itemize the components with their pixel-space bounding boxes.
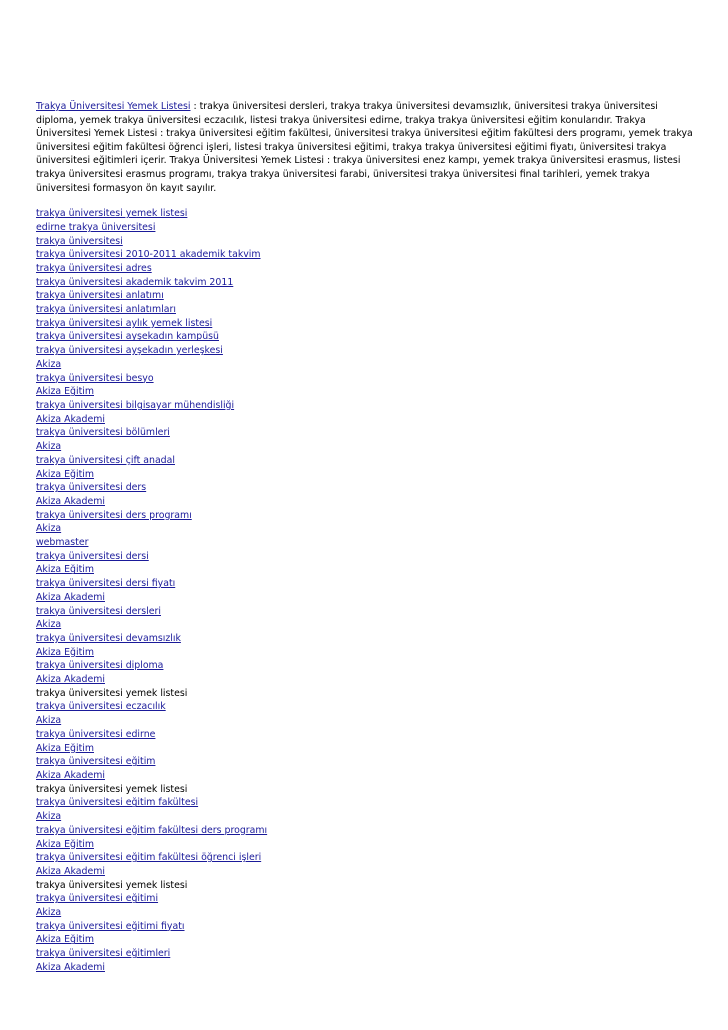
list-item-link[interactable]: trakya üniversitesi 2010-2011 akademik takvim [36,249,261,261]
list-item [36,440,696,454]
list-item [36,892,696,906]
list-item [36,742,696,756]
list-item [36,879,696,893]
list-item-text: trakya üniversitesi yemek listesi [36,879,188,891]
list-item-link[interactable]: Akiza Eğitim [36,934,94,946]
list-item [36,961,696,975]
list-item-link[interactable]: trakya üniversitesi dersi fiyatı [36,578,176,590]
list-item-link[interactable]: trakya üniversitesi eğitimi fiyatı [36,920,185,932]
list-item [36,372,696,386]
list-item-link[interactable]: Akiza Eğitim [36,468,94,480]
list-item [36,700,696,714]
list-item [36,235,696,249]
list-item [36,522,696,536]
list-item-link[interactable]: trakya üniversitesi bilgisayar mühendisliği [36,400,235,411]
list-item-link[interactable]: trakya üniversitesi aylık yemek listesi [36,317,213,329]
list-item-link[interactable]: trakya üniversitesi eğitim [36,756,156,768]
list-item-link[interactable]: trakya üniversitesi anlatımları [36,304,176,316]
list-item [36,276,696,290]
list-item [36,646,696,660]
list-item [36,838,696,852]
list-item-link[interactable]: Akiza Akademi [36,591,105,603]
list-item-link[interactable]: trakya üniversitesi dersi [36,550,149,562]
list-item [36,810,696,824]
list-item [36,481,696,495]
list-item-link[interactable]: Akiza Eğitim [36,564,94,576]
list-item-link[interactable]: trakya üniversitesi edirne [36,728,156,740]
list-item [36,769,696,783]
list-item-link[interactable]: Akiza [36,358,62,370]
list-item [36,755,696,769]
intro-text: : trakya üniversitesi dersleri, trakya trakya üniversitesi devamsızlık, üniversitesi trakya üniversitesi diploma, yemek trakya üniversitesi eczacılık, listesi trakya üniversitesi edirne, trakya trakya üniversitesi eğitim konularıdır. Trakya Üniversitesi Yemek Listesi : trakya üniversitesi eğitim fakültesi, üniversitesi trakya üniversitesi eğitim fakültesi ders programı, yemek trakya üniversitesi eğitim fakültesi öğrenci işleri, listesi trakya üniversitesi eğitimi, trakya trakya üniversitesi eğitimi fiyatı, üniversitesi trakya üniversitesi eğitimleri içerir. Trakya Üniversitesi Yemek Listesi : trakya üniversitesi enez kampı, yemek trakya üniversitesi erasmus, listesi trakya üniversitesi erasmus programı, trakya trakya üniversitesi farabi, üniversitesi trakya üniversitesi final tarihleri, yemek trakya üniversitesi formasyon ön kayıt sayılır. [36,101,693,194]
list-item-link[interactable]: trakya üniversitesi eğitim fakültesi [36,797,199,809]
list-item [36,714,696,728]
list-item [36,947,696,961]
list-item-link[interactable]: Akiza Akademi [36,495,105,507]
list-item-link[interactable]: Akiza Eğitim [36,386,94,398]
list-item [36,906,696,920]
list-item [36,550,696,564]
list-item-link[interactable]: trakya üniversitesi anlatımı [36,290,164,302]
document-page [36,100,696,975]
list-item [36,659,696,673]
list-item [36,673,696,687]
list-item-link[interactable]: Akiza [36,811,62,823]
list-item [36,605,696,619]
list-item [36,289,696,303]
intro-paragraph [36,100,696,195]
list-item [36,317,696,331]
list-item-link[interactable]: trakya üniversitesi eczacılık [36,701,166,713]
list-item [36,618,696,632]
list-item-link[interactable]: Akiza Akademi [36,674,105,686]
list-item [36,454,696,468]
list-item [36,687,696,701]
list-item-link[interactable]: trakya üniversitesi diploma [36,660,164,672]
list-item-link[interactable]: trakya üniversitesi ayşekadın yerleşkesi [36,345,223,357]
list-item-link[interactable]: Akiza Eğitim [36,646,94,658]
list-item-link[interactable]: trakya üniversitesi ders programı [36,509,192,521]
list-item [36,632,696,646]
list-item-text: trakya üniversitesi yemek listesi [36,783,188,795]
list-item [36,536,696,550]
list-item [36,344,696,358]
list-item [36,920,696,934]
list-item-link[interactable]: Akiza [36,715,62,727]
list-item [36,824,696,838]
list-item-link[interactable]: trakya üniversitesi eğitimleri [36,948,171,960]
list-item-link[interactable]: trakya üniversitesi devamsızlık [36,632,181,644]
list-item-link[interactable]: trakya üniversitesi adres [36,262,152,274]
list-item [36,509,696,523]
list-item-link[interactable]: trakya üniversitesi çift anadal [36,454,175,466]
list-item-link[interactable]: Akiza Eğitim [36,742,94,754]
list-item-link[interactable]: trakya üniversitesi ders [36,482,147,494]
list-item [36,851,696,865]
list-item [36,385,696,399]
list-item [36,933,696,947]
list-item-link[interactable]: Akiza Akademi [36,961,105,973]
list-item [36,783,696,797]
list-item [36,591,696,605]
list-item-link[interactable]: trakya üniversitesi dersleri [36,605,161,617]
list-item-link[interactable]: Akiza [36,441,62,453]
list-item [36,426,696,440]
list-item-link[interactable]: trakya üniversitesi yemek listesi [36,208,188,220]
link-list [36,207,696,974]
list-item-link[interactable]: edirne trakya üniversitesi [36,221,156,233]
list-item [36,495,696,509]
list-item-link[interactable]: webmaster [36,537,89,549]
list-item [36,262,696,276]
list-item-link[interactable]: trakya üniversitesi [36,235,123,247]
list-item-link[interactable]: Akiza Akademi [36,413,105,425]
list-item [36,468,696,482]
list-item [36,865,696,879]
list-item-link[interactable]: Akiza [36,907,62,919]
list-item-link[interactable]: trakya üniversitesi eğitim fakültesi ders programı [36,824,268,836]
list-item [36,358,696,372]
list-item [36,577,696,591]
list-item-link[interactable]: Akiza Akademi [36,769,105,781]
list-item-link[interactable]: Akiza [36,619,62,631]
list-item-link[interactable]: Akiza Akademi [36,865,105,877]
list-item-link[interactable]: Akiza [36,523,62,535]
list-item [36,413,696,427]
list-item [36,728,696,742]
list-item-link[interactable]: trakya üniversitesi bölümleri [36,427,170,439]
list-item [36,248,696,262]
list-item-link[interactable]: trakya üniversitesi eğitim fakültesi öğrenci işleri [36,852,262,864]
list-item-link[interactable]: trakya üniversitesi eğitimi [36,893,159,905]
list-item [36,221,696,235]
list-item-link[interactable]: trakya üniversitesi akademik takvim 2011 [36,276,234,288]
intro-title-link[interactable]: Trakya Üniversitesi Yemek Listesi [36,101,191,112]
list-item [36,563,696,577]
list-item-link[interactable]: trakya üniversitesi ayşekadın kampüsü [36,331,219,343]
list-item-text: trakya üniversitesi yemek listesi [36,687,188,699]
list-item [36,796,696,810]
list-item [36,207,696,221]
list-item-link[interactable]: trakya üniversitesi besyo [36,372,154,384]
list-item [36,399,696,413]
list-item-link[interactable]: Akiza Eğitim [36,838,94,850]
list-item [36,330,696,344]
list-item [36,303,696,317]
